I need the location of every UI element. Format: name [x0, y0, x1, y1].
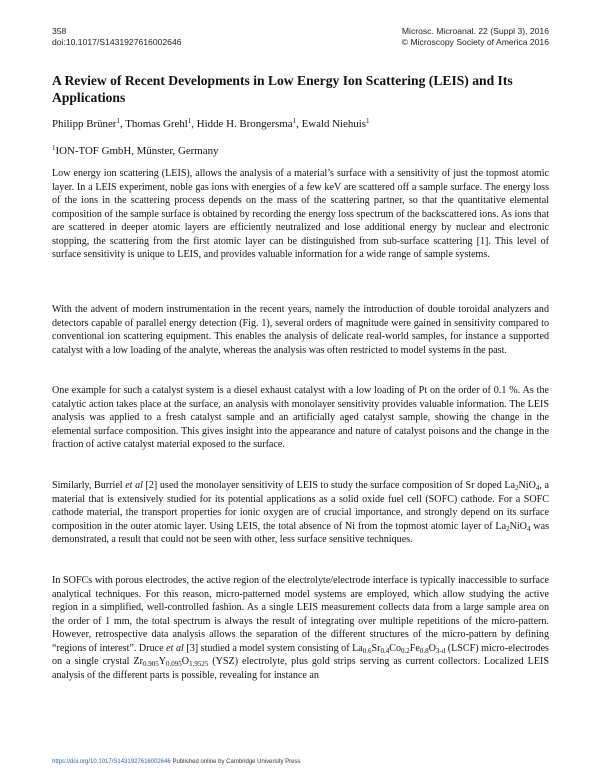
- author-affiliation-mark: 1: [187, 117, 192, 125]
- author-name: Philipp Brüner: [52, 118, 117, 130]
- paragraph-sofc-cathode: Similarly, Burriel et al [2] used the monolayer sensitivity of LEIS to study the surface composition of Sr doped $La_2NiO_4$, a material that is extensively studied for its potential applications as a solid oxide fuel cell (SOFC) cathode. For a SOFC cathode material, the transport properties for ionic oxygen are of crucial importance, and strongly depend on its surface composition in the outer atomic layer. Using LEIS, the total absence of Ni from the topmost atomic layer of $La_2NiO_4$ was demonstrated, a result that could not be seen with other, less surface sensitive techniques.: [52, 480, 549, 546]
- author-separator: ,: [119, 118, 126, 130]
- header-right: [402, 26, 549, 48]
- author-list: [52, 118, 370, 130]
- affiliation: [52, 145, 219, 157]
- paper-title: A Review of Recent Developments in Low Energy Ion Scattering (LEIS) and Its Applications: [52, 73, 513, 105]
- author-separator: ,: [191, 118, 197, 130]
- header-left: [52, 26, 182, 48]
- author-affiliation-mark: 1: [292, 117, 297, 125]
- affiliation-text: ION-TOF GmbH, Münster, Germany: [55, 145, 219, 157]
- author-name: Ewald Niehuis: [301, 118, 367, 130]
- paragraph-instrumentation: With the advent of modern instrumentation in the recent years, namely the introduction of double toroidal analyzers and detectors capable of parallel energy detection (Fig. 1), several orders of magnitude were gained in sensitivity compared to conventional ion scattering equipment. This enables the analysis of delicate real-world samples, for instance a supported catalyst with a low loading of the analyte, whereas the analysis was often restricted to model systems in the past.: [52, 304, 549, 356]
- author-affiliation-mark: 1: [116, 117, 120, 125]
- affiliation-mark: 1: [52, 144, 56, 152]
- author-affiliation-mark: 1: [366, 117, 370, 125]
- paragraph-catalyst: One example for such a catalyst system is a diesel exhaust catalyst with a low loading of Pt on the order of 0.1 %. As the catalytic action takes place at the surface, an analysis with monolayer sensitivity provides valuable information. The LEIS analysis was applied to a fresh catalyst sample and an artificially aged catalyst sample, showing the change in the elemental surface composition. This gives insight into the appearance and nature of catalyst poisons and the change in the fraction of active catalyst material exposed to the surface.: [52, 385, 549, 451]
- doi: doi:10.1017/S1431927616002646: [52, 37, 182, 47]
- journal-citation: Microsc. Microanal. 22 (Suppl 3), 2016: [401, 26, 549, 36]
- author-separator: ,: [296, 118, 302, 130]
- copyright: © Microscopy Society of America 2016: [401, 37, 549, 47]
- footer: [52, 759, 301, 765]
- footer-publisher-text: Published online by Cambridge University Press: [170, 759, 301, 765]
- author-name: Hidde H. Brongersma: [196, 118, 293, 130]
- doi-link[interactable]: https://doi.org/10.1017/S1431927616002646: [52, 759, 171, 765]
- paragraph-intro: Low energy ion scattering (LEIS), allows the analysis of a material’s surface with a sensitivity of just the topmost atomic layer. In a LEIS experiment, noble gas ions with energies of a few keV are scattered off a sample surface. The energy loss of the ions in the scattering process depends on the mass of the scattering partner, so that the quantitative elemental composition of the sample surface is obtained by recording the energy loss spectrum of the backscattered ions. As ions that are scattered in deeper atomic layers are efficiently neutralized and lose additional energy by nuclear and electronic stopping, the scattering from the first atomic layer can be distinguished from sub-surface scattering [1]. This level of surface sensitivity is unique to LEIS, and provides valuable information for a wide range of sample systems.: [52, 168, 549, 261]
- author-name: Thomas Grehl: [125, 118, 188, 130]
- page-number: 358: [52, 26, 67, 36]
- paragraph-microelectrodes: In SOFCs with porous electrodes, the active region of the electrolyte/electrode interface is typically inaccessible to surface analytical techniques. For this reason, micro-patterned model systems are employed, which allow studying the active region in a simplified, well-controlled fashion. As a single LEIS measurement collects data from a large sample area on the order of 1 mm, the total spectrum is always the result of integrating over multiple repetitions of the micro-pattern. However, retrospective data analysis allows the separation of the different structures of the micro-pattern by defining “regions of interest”. Druce et al [3] studied a model system consisting of $La_{0.6}Sr_{0.4}Co_{0.2}Fe_{0.8}O_{3-d}$ (LSCF) micro-electrodes on a single crystal $Zr_{0.905}Y_{0.095}O_{1.9525}$ (YSZ) electrolyte, plus gold strips serving as current collectors. Localized LEIS analysis of the different parts is possible, revealing for instance an: [52, 575, 549, 681]
